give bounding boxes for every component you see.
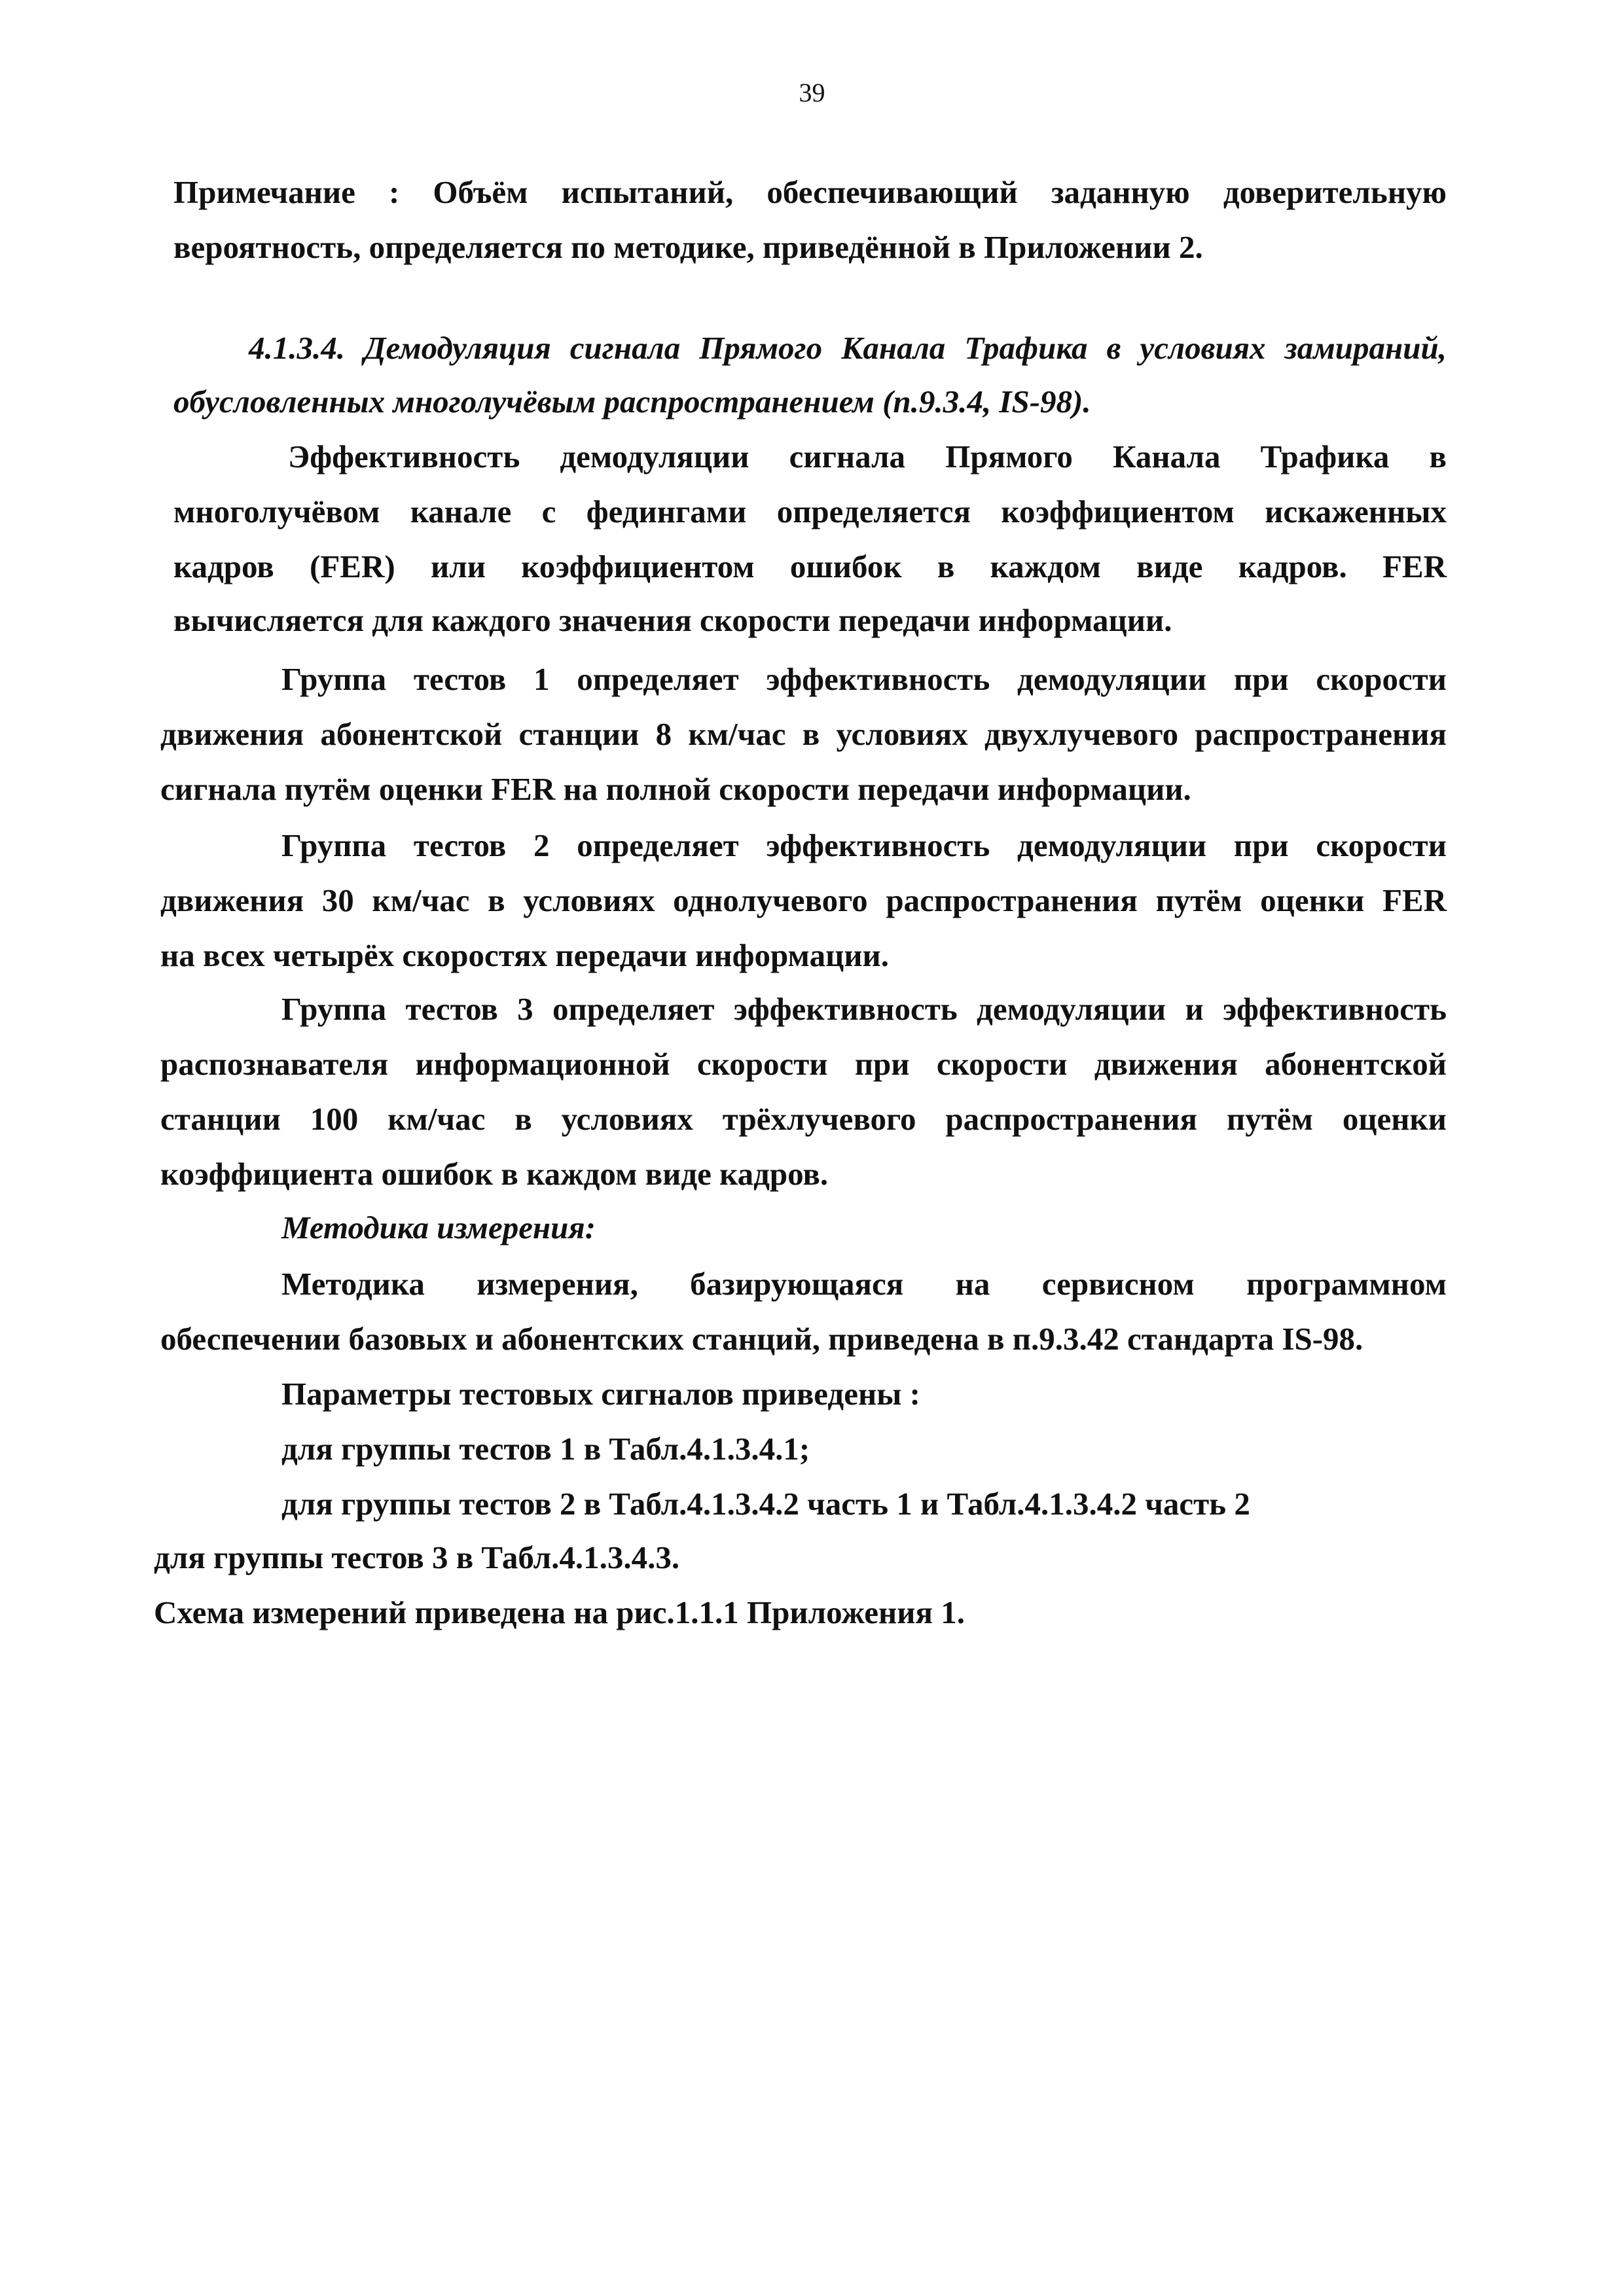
params-intro: Параметры тестовых сигналов приведены : [281,1376,921,1412]
paragraph-3-line-1: Группа тестов 2 определяет эффективность демодуляции при скорости [281,827,1447,863]
params-group-1: для группы тестов 1 в Табл.4.1.3.4.1; [281,1431,810,1467]
paragraph-4-line-3: станции 100 км/час в условиях трёхлучевого распространения путём оценки [160,1101,1447,1137]
params-group-3: для группы тестов 3 в Табл.4.1.3.4.3. [154,1539,680,1575]
paragraph-3-line-3: на всех четырёх скоростях передачи информации. [160,937,890,973]
method-text-line-1: Методика измерения, базирующаяся на сервисном программном [281,1266,1447,1302]
note-line-2: вероятность, определяется по методике, приведённой в Приложении 2. [173,229,1203,265]
page-number: 39 [799,78,825,107]
paragraph-2-line-3: сигнала путём оценки FER на полной скорости передачи информации. [160,771,1191,807]
paragraph-1-line-1: Эффективность демодуляции сигнала Прямого Канала Трафика в [288,439,1447,475]
note-line-1: Примечание : Объём испытаний, обеспечивающий заданную доверительную [173,174,1447,210]
paragraph-4-line-4: коэффициента ошибок в каждом виде кадров. [160,1156,829,1192]
paragraph-1-line-3: кадров (FER) или коэффициентом ошибок в каждом виде кадров. FER [173,548,1447,584]
paragraph-4-line-1: Группа тестов 3 определяет эффективность демодуляции и эффективность [281,991,1447,1027]
scheme-reference: Схема измерений приведена на рис.1.1.1 Приложения 1. [154,1594,965,1630]
paragraph-1-line-4: вычисляется для каждого значения скорости передачи информации. [173,602,1172,638]
paragraph-3-line-2: движения 30 км/час в условиях однолучевого распространения путём оценки FER [160,882,1447,918]
method-text-line-2: обеспечении базовых и абонентских станций, приведена в п.9.3.42 стандарта IS-98. [160,1321,1363,1357]
method-heading: Методика измерения: [281,1210,596,1246]
paragraph-2-line-2: движения абонентской станции 8 км/час в условиях двухлучевого распространения [160,716,1447,752]
paragraph-4-line-2: распознавателя информационной скорости при скорости движения абонентской [160,1046,1447,1082]
section-heading-line-2: обусловленных многолучёвым распространением (п.9.3.4, IS-98). [173,384,1091,420]
paragraph-1-line-2: многолучёвом канале с федингами определяется коэффициентом искаженных [173,493,1447,529]
params-group-2: для группы тестов 2 в Табл.4.1.3.4.2 часть 1 и Табл.4.1.3.4.2 часть 2 [281,1486,1250,1522]
paragraph-2-line-1: Группа тестов 1 определяет эффективность демодуляции при скорости [281,661,1447,697]
section-heading-line-1: 4.1.3.4. Демодуляция сигнала Прямого Канала Трафика в условиях замираний, [249,330,1447,366]
